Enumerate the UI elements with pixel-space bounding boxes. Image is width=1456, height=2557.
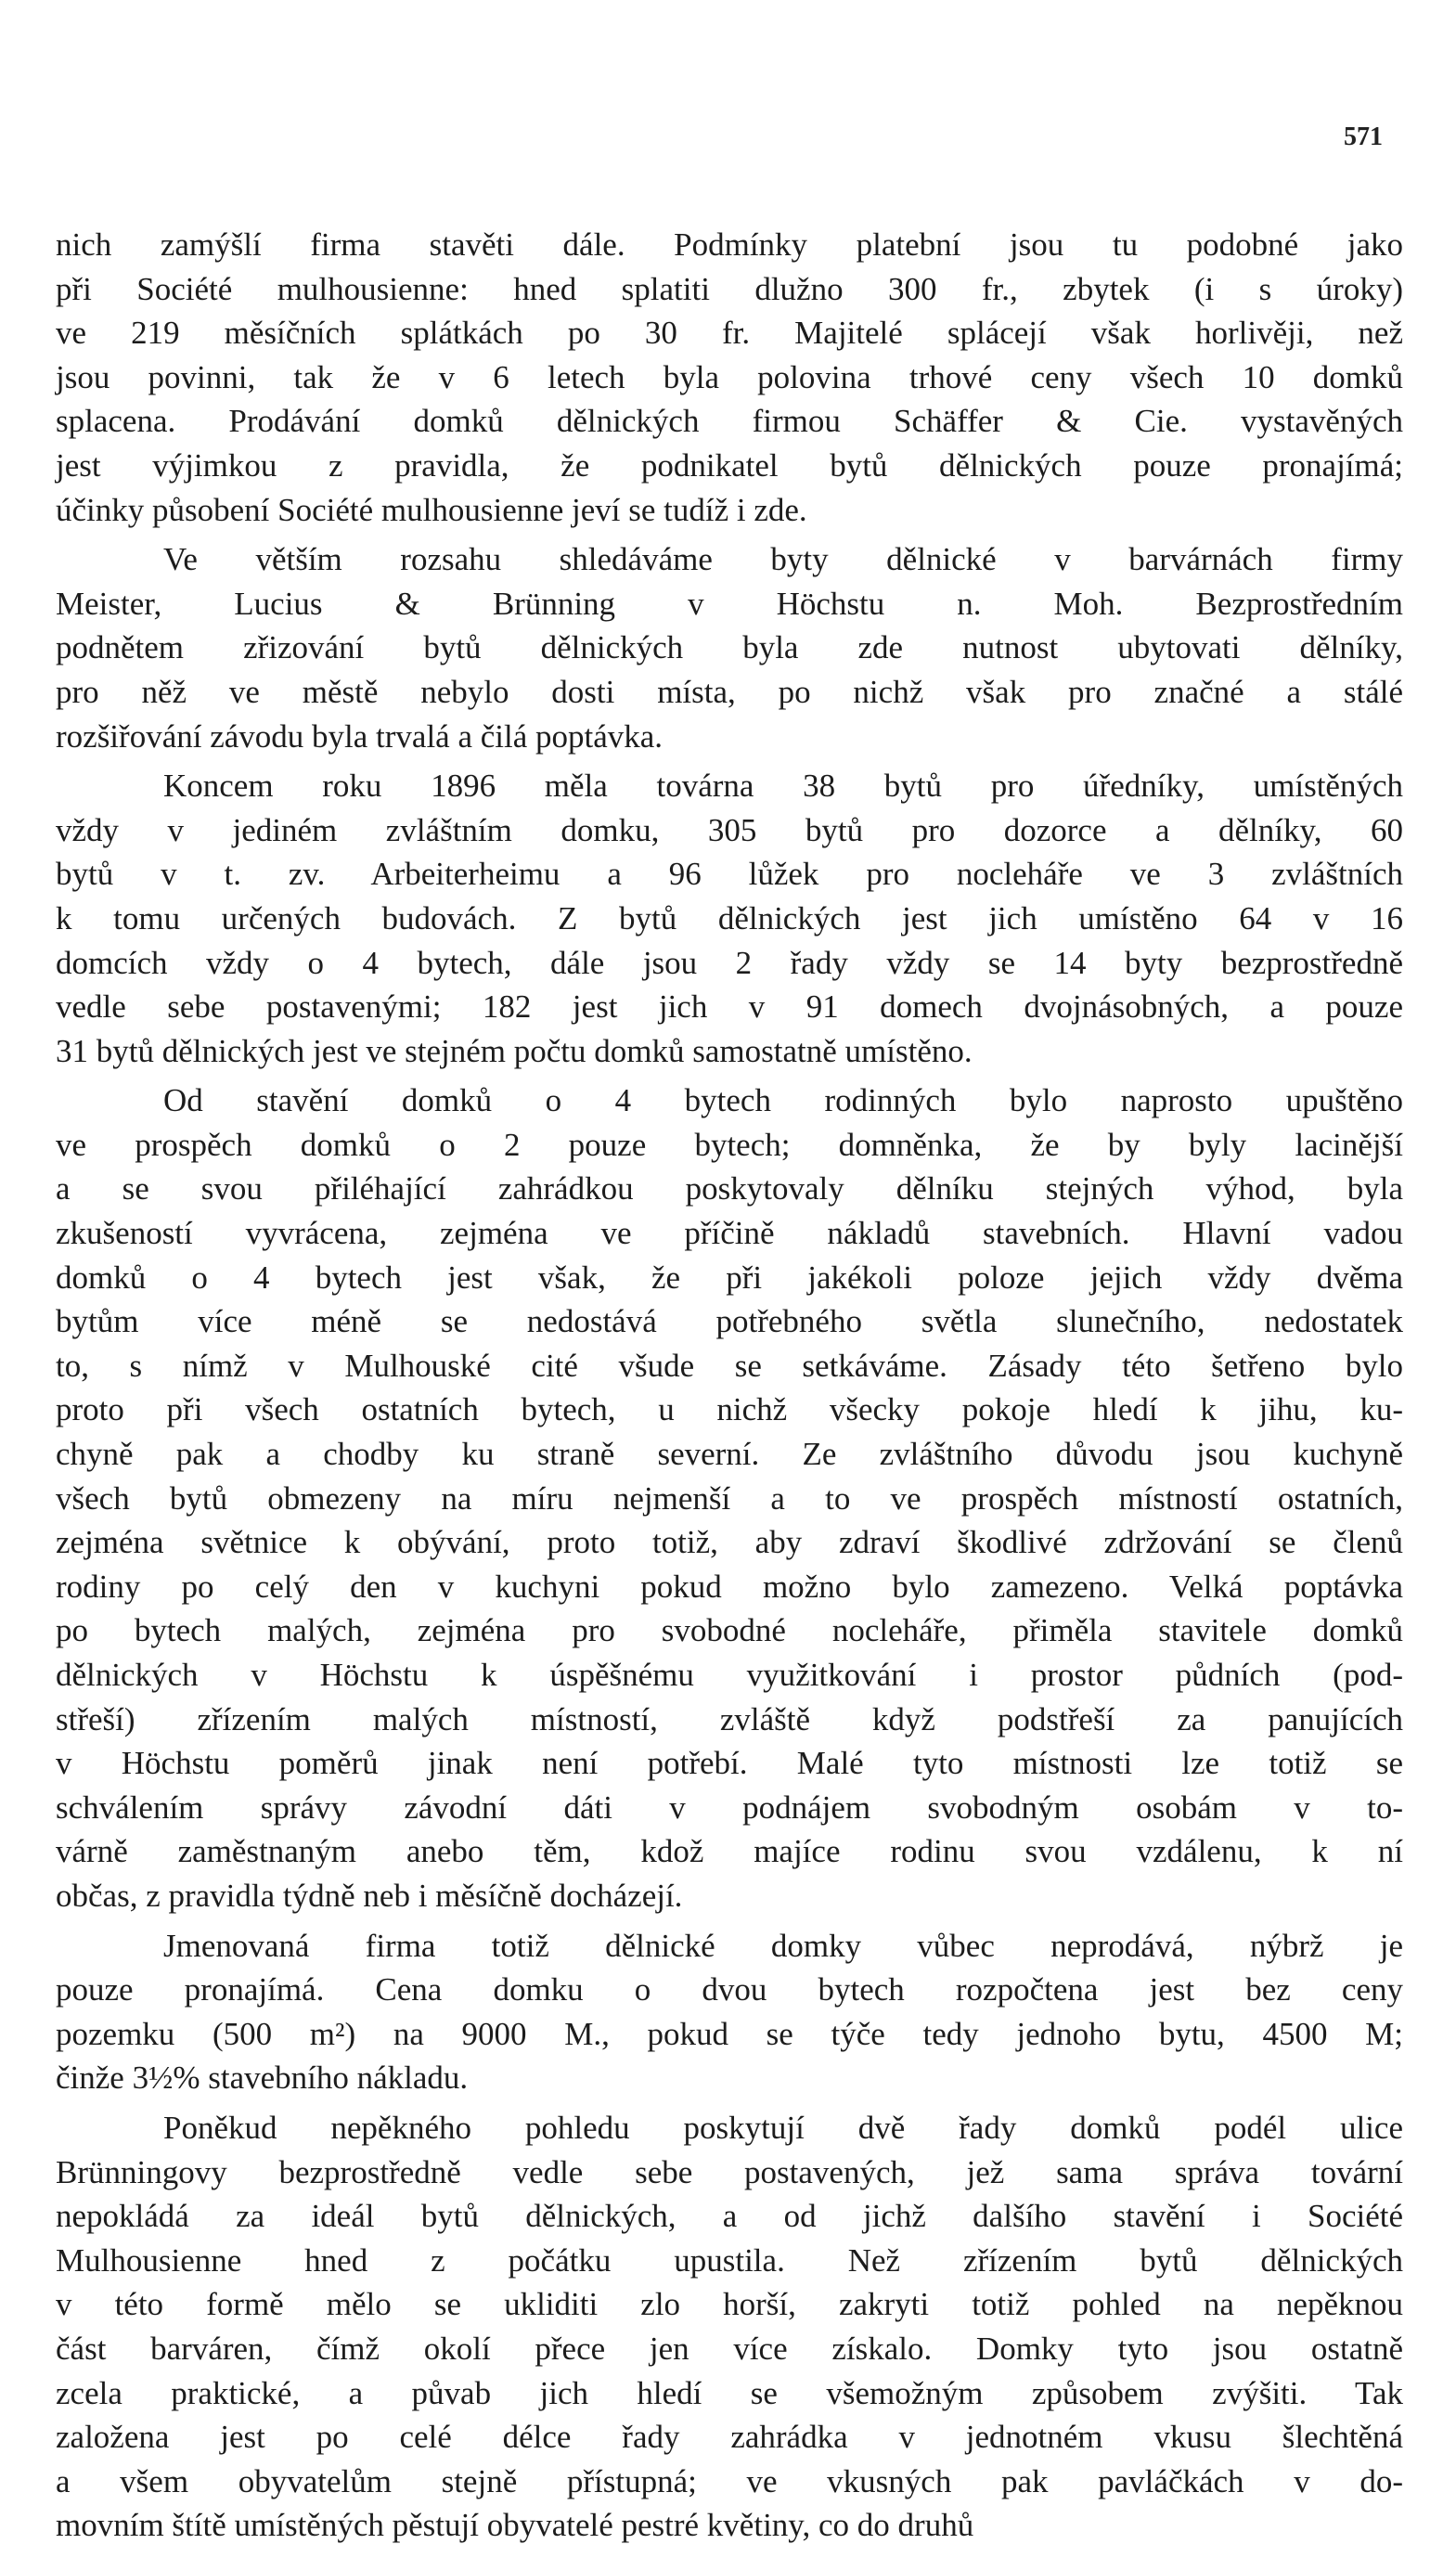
text-line: domcích vždy o 4 bytech, dále jsou 2 řady vždy se 14 byty bezprostředně [56, 944, 1403, 981]
text-line: občas, z pravidla týdně neb i měsíčně docházejí. [56, 1877, 683, 1914]
text-line: várně zaměstnaným anebo těm, kdož majíce rodinu svou vzdálenu, k ní [56, 1833, 1403, 1870]
text-line: to, s nímž v Mulhouské cité všude se setkáváme. Zásady této šetřeno bylo [56, 1347, 1403, 1384]
text-line: zejména světnice k obývání, proto totiž, aby zdraví škodlivé zdržování se členů [56, 1524, 1403, 1561]
text-line: rozšiřování závodu byla trvalá a čilá poptávka. [56, 717, 664, 755]
text-line: ve 219 měsíčních splátkách po 30 fr. Majitelé splácejí však horlivěji, než [56, 315, 1403, 352]
text-line: v této formě mělo se ukliditi zlo horší, zakryti totiž pohled na nepěknou [56, 2286, 1403, 2323]
text-line: bytům více méně se nedostává potřebného světla slunečního, nedostatek [56, 1303, 1403, 1340]
text-line: pro něž ve městě nebylo dosti místa, po nichž však pro značné a stálé [56, 673, 1403, 710]
text-line: jsou povinni, tak že v 6 letech byla polovina trhové ceny všech 10 domků [56, 358, 1403, 395]
text-line: při Société mulhousienne: hned splatiti dlužno 300 fr., zbytek (i s úroky) [56, 270, 1403, 307]
text-line: Poněkud nepěkného pohledu poskytují dvě řady domků podél ulice [163, 2109, 1403, 2146]
text-line: nepokládá za ideál bytů dělnických, a od jichž dalšího stavění i Société [56, 2198, 1403, 2235]
text-line: schválením správy závodní dáti v podnájem svobodným osobám v to- [56, 1789, 1403, 1826]
text-line: zcela praktické, a půvab jich hledí se všemožným způsobem zvýšiti. Tak [56, 2374, 1403, 2411]
paragraph [56, 1078, 1403, 1918]
text-line: činže 3½% stavebního nákladu. [56, 2060, 469, 2097]
text-line: movním štítě umístěných pěstují obyvatelé pestré květiny, co do druhů [56, 2507, 974, 2544]
text-line: dělnických v Höchstu k úspěšnému využitkování i prostor půdních (pod- [56, 1657, 1403, 1693]
paragraph [56, 764, 1403, 1073]
text-line: chyně pak a chodby ku straně severní. Ze zvláštního důvodu jsou kuchyně [56, 1436, 1403, 1473]
body-text [56, 223, 1403, 2548]
text-line: jest výjimkou z pravidla, že podnikatel bytů dělnických pouze pronajímá; [56, 446, 1403, 484]
text-line: 31 bytů dělnických jest ve stejném počtu domků samostatně umístěno. [56, 1032, 973, 1069]
text-line: Od stavění domků o 4 bytech rodinných bylo naprosto upuštěno [163, 1082, 1403, 1119]
page-number: 571 [1344, 123, 1383, 151]
text-line: Brünningovy bezprostředně vedle sebe postavených, jež sama správa tovární [56, 2153, 1403, 2190]
text-line: Koncem roku 1896 měla továrna 38 bytů pro úředníky, umístěných [163, 768, 1403, 805]
text-line: vždy v jediném zvláštním domku, 305 bytů pro dozorce a dělníky, 60 [56, 811, 1403, 848]
paragraph [56, 1924, 1403, 2100]
text-line: Mulhousienne hned z počátku upustila. Než zřízením bytů dělnických [56, 2241, 1403, 2279]
text-line: nich zamýšlí firma stavěti dále. Podmínky platební jsou tu podobné jako [56, 226, 1403, 263]
text-line: a všem obyvatelům stejně přístupná; ve vkusných pak pavláčkách v do- [56, 2462, 1403, 2499]
text-line: proto při všech ostatních bytech, u nichž všecky pokoje hledí k jihu, ku- [56, 1391, 1403, 1428]
text-line: Jmenovaná firma totiž dělnické domky vůbec neprodává, nýbrž je [163, 1927, 1403, 1964]
text-line: a se svou přiléhající zahrádkou poskytovaly dělníku stejných výhod, byla [56, 1170, 1403, 1207]
text-line: pozemku (500 m²) na 9000 M., pokud se týče tedy jednoho bytu, 4500 M; [56, 2015, 1403, 2052]
text-line: střeší) zřízením malých místností, zvláště když podstřeší za panujících [56, 1700, 1403, 1737]
text-line: účinky působení Société mulhousienne jeví se tudíž i zde. [56, 491, 807, 528]
paragraph [56, 2106, 1403, 2548]
text-line: Meister, Lucius & Brünning v Höchstu n. Moh. Bezprostředním [56, 585, 1403, 622]
text-line: rodiny po celý den v kuchyni pokud možno bylo zamezeno. Velká poptávka [56, 1568, 1403, 1605]
paragraph [56, 537, 1403, 758]
text-line: po bytech malých, zejména pro svobodné nocleháře, přiměla stavitele domků [56, 1612, 1403, 1649]
text-line: část barváren, čímž okolí přece jen více získalo. Domky tyto jsou ostatně [56, 2330, 1403, 2367]
text-line: v Höchstu poměrů jinak není potřebí. Malé tyto místnosti lze totiž se [56, 1745, 1403, 1782]
paragraph [56, 223, 1403, 532]
text-line: zkušeností vyvrácena, zejména ve příčině nákladů stavebních. Hlavní vadou [56, 1215, 1403, 1252]
text-line: ve prospěch domků o 2 pouze bytech; domněnka, že by byly lacinější [56, 1126, 1403, 1163]
text-line: domků o 4 bytech jest však, že při jakékoli poloze jejich vždy dvěma [56, 1259, 1403, 1296]
text-line: Ve větším rozsahu shledáváme byty dělnické v barvárnách firmy [163, 541, 1403, 578]
text-line: pouze pronajímá. Cena domku o dvou bytech rozpočtena jest bez ceny [56, 1971, 1403, 2008]
text-line: splacena. Prodávání domků dělnických firmou Schäffer & Cie. vystavěných [56, 403, 1403, 440]
text-line: podnětem zřizování bytů dělnických byla zde nutnost ubytovati dělníky, [56, 629, 1403, 666]
text-line: vedle sebe postavenými; 182 jest jich v 91 domech dvojnásobných, a pouze [56, 988, 1403, 1026]
text-line: všech bytů obmezeny na míru nejmenší a to ve prospěch místností ostatních, [56, 1479, 1403, 1517]
text-line: k tomu určených budovách. Z bytů dělnických jest jich umístěno 64 v 16 [56, 899, 1403, 936]
text-line: bytů v t. zv. Arbeiterheimu a 96 lůžek pro nocleháře ve 3 zvláštních [56, 856, 1403, 893]
text-line: založena jest po celé délce řady zahrádka v jednotném vkusu šlechtěná [56, 2419, 1403, 2456]
